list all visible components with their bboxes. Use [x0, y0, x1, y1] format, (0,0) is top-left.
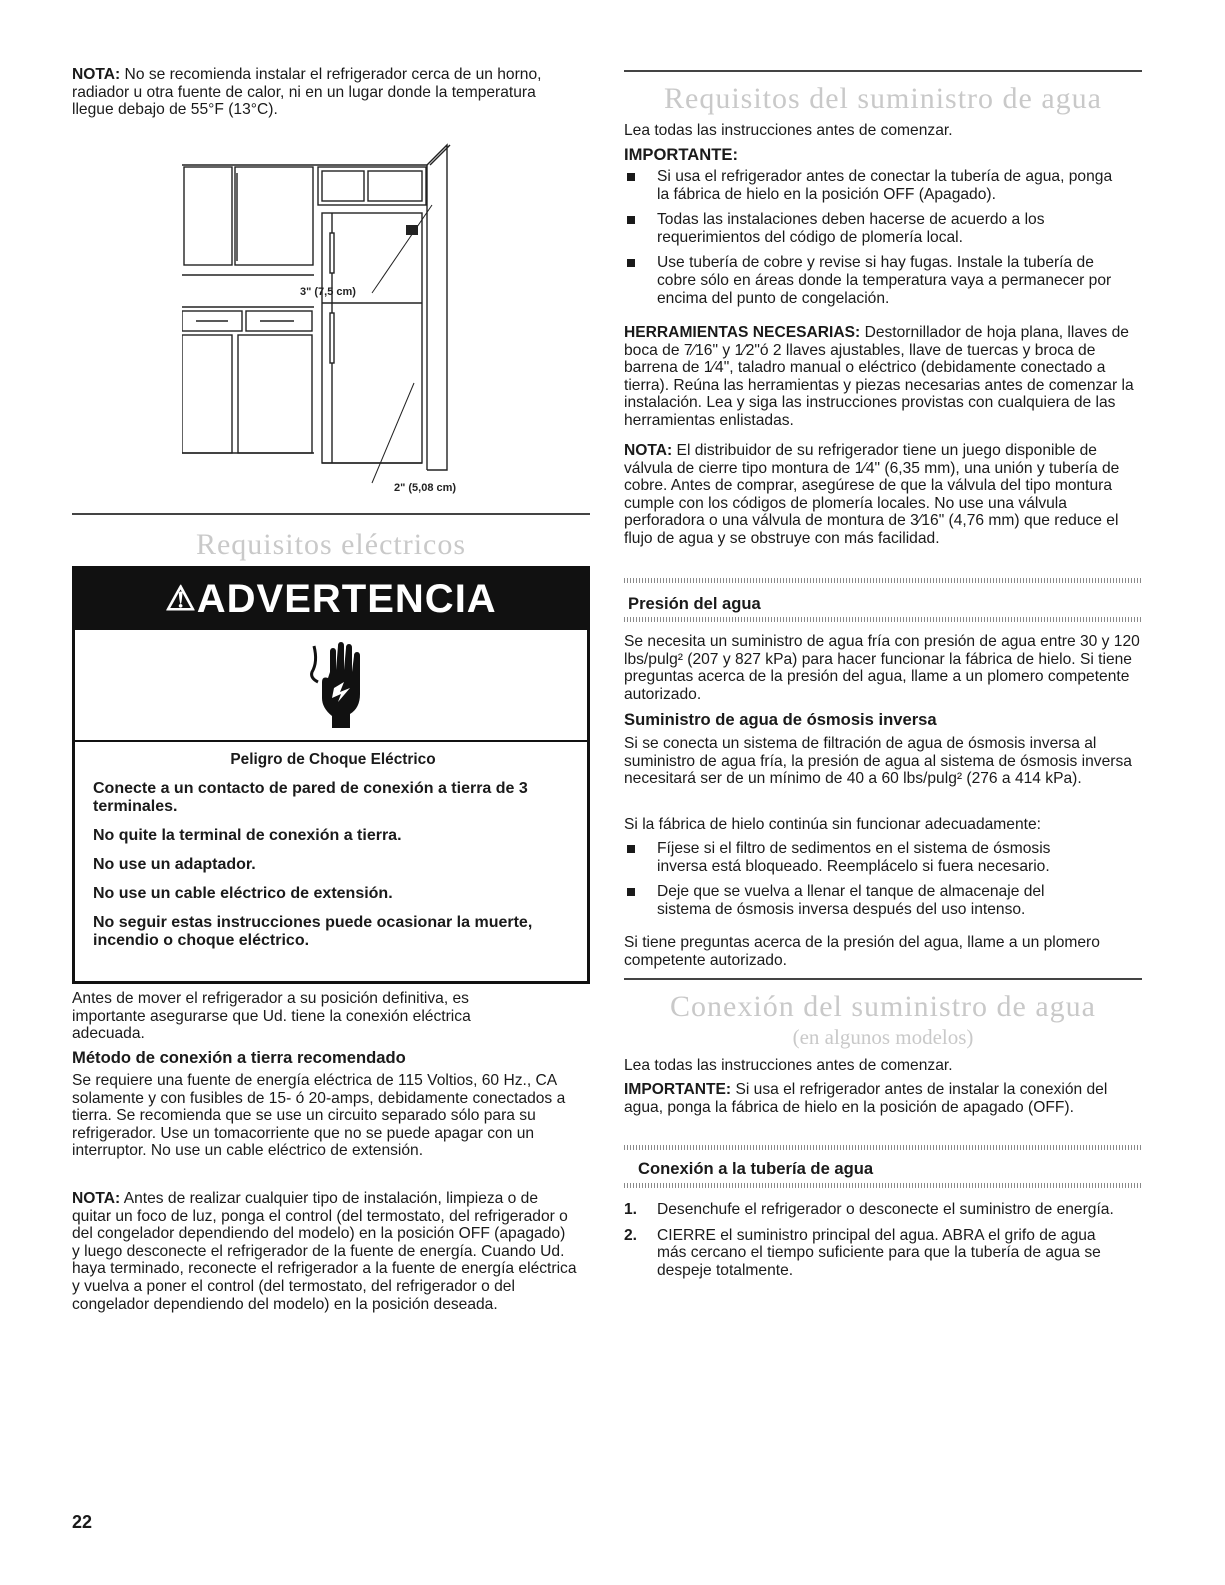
connection-heading: Conexión a la tubería de agua — [638, 1159, 874, 1178]
important2-paragraph: IMPORTANTE: Si usa el refrigerador antes de instalar la conexión del agua, ponga la fábrica de hielo en la posición de apagado (OFF). — [624, 1081, 1108, 1116]
nota2-paragraph: NOTA: Antes de realizar cualquier tipo de instalación, limpieza o de quitar un foco de luz, ponga el control (del termostato, del refrigerador o del congelador dependiendo del modelo) en la posición OFF (apagado) y luego desconecte el refrigerador de la fuente de energía. Cuando Ud. haya terminado, reconecte el refrigerador a la fuente de energía eléctrica y vuelva a poner el control (del termostato, del refrigerador o del congelador dependiendo del modelo) en la posición deseada. — [72, 1190, 577, 1313]
electric-shock-hand-icon — [308, 642, 368, 730]
page-number: 22 — [72, 1512, 93, 1532]
bullet-item: Todas las instalaciones deben hacerse de acuerdo a los requerimientos del código de plomería local. — [624, 211, 1119, 246]
pressure-heading: Presión del agua — [628, 594, 761, 613]
warning-icon-row — [75, 630, 587, 742]
bullet-item: Deje que se vuelva a llenar el tanque de almacenaje del sistema de ósmosis inversa después del uso intenso. — [624, 883, 1099, 918]
ro-bullets — [624, 840, 1099, 918]
warning-line: No use un cable eléctrico de extensión. — [93, 885, 393, 902]
warning-line: Conecte a un contacto de pared de conexión a tierra de 3 terminales. — [93, 780, 528, 815]
method-heading: Método de conexión a tierra recomendado — [72, 1048, 406, 1067]
section-rule — [624, 978, 1142, 980]
warning-text — [93, 751, 573, 950]
subsection-rule — [624, 1145, 1142, 1150]
warning-line: No use un adaptador. — [93, 856, 256, 873]
tools-paragraph: HERRAMIENTAS NECESARIAS: Destornillador de hoja plana, llaves de boca de 7⁄16" y 1⁄2"ó 2 llaves ajustables, llave de tuercas y broca de barrena de 1⁄4", taladro manual o eléctrico (debidamente conectado a tierra). Reúna las herramientas y piezas necesarias antes de comenzar la instalación. Lea y siga las instrucciones provistas con cualquiera de las herramientas enlistadas. — [624, 324, 1134, 429]
read-all-text: Lea todas las instrucciones antes de comenzar. — [624, 122, 953, 139]
refrigerator-clearance-diagram — [182, 143, 472, 498]
nota-paragraph: NOTA: No se recomienda instalar el refrigerador cerca de un horno, radiador u otra fuente de calor, ni en un lugar donde la temperatura llegue debajo de 55°F (13°C). — [72, 66, 542, 119]
section-rule — [624, 70, 1142, 72]
warning-header: ⚠ADVERTENCIA — [75, 569, 587, 630]
important-bullets — [624, 168, 1119, 307]
step-item: 1. Desenchufe el refrigerador o desconecte el suministro de energía. — [624, 1201, 1114, 1218]
bullet-item: Use tubería de cobre y revise si hay fugas. Instale la tubería de cobre sólo en áreas donde la temperatura vaya a permanecer por encima del punto de congelación. — [624, 254, 1119, 307]
section-rule — [72, 513, 590, 515]
warning-line: No seguir estas instrucciones puede ocasionar la muerte, incendio o choque eléctrico. — [93, 914, 533, 949]
warning-triangle-icon: ⚠ — [165, 580, 197, 618]
nota-distributor-paragraph: NOTA: El distribuidor de su refrigerador tiene un juego disponible de válvula de cierre tipo montura de 1⁄4" (6,35 mm), una unión y tubería de cobre. Antes de comprar, asegúrese de que la válvula del tipo montura cumple con los códigos de plomería locales. No use una válvula perforadora o una válvula de montura de 3⁄16" (4,76 mm) que reduce el flujo de agua y se obstruye con más facilidad. — [624, 442, 1120, 547]
subsection-rule — [624, 617, 1142, 622]
subsection-rule — [624, 578, 1142, 583]
read-all-text: Lea todas las instrucciones antes de comenzar. — [624, 1057, 953, 1074]
step-item: 2. CIERRE el suministro principal del agua. ABRA el grifo de agua más cercano el tiempo suficiente para que la tubería de agua se despeje totalmente. — [624, 1226, 1101, 1279]
pressure-paragraph: Se necesita un suministro de agua fría con presión de agua entre 30 y 120 lbs/pulg² (207 y 827 kPa) para hacer funcionar la fábrica de hielo. Si tiene preguntas acerca de la presión del agua, llame a un plomero competente autorizado. — [624, 633, 1140, 703]
section-subtitle: (en algunos modelos) — [792, 1025, 974, 1049]
ro-heading: Suministro de agua de ósmosis inversa — [624, 710, 937, 729]
ro-paragraph: Si se conecta un sistema de filtración de agua de ósmosis inversa al suministro de agua fría, la presión de agua al sistema de ósmosis inversa necesitará ser de un mínimo de 40 a 60 lbs/pulg² (276 a 414 kPa). — [624, 735, 1132, 788]
clearance-bottom-label: 2" (5,08 cm) — [394, 482, 457, 494]
method-paragraph: Se requiere una fuente de energía eléctrica de 115 Voltios, 60 Hz., CA solamente y con fusibles de 15- ó 20-amps, debidamente conectados a tierra. Se recomienda que se use un circuito separado sólo para su refrigerador. Use un tomacorriente que no se puede apagar con un interruptor. No use un cable eléctrico de extensión. — [72, 1072, 566, 1160]
warning-line: No quite la terminal de conexión a tierra. — [93, 827, 402, 844]
subsection-rule — [624, 1183, 1142, 1188]
important-heading: IMPORTANTE: — [624, 145, 738, 164]
ro-closing: Si tiene preguntas acerca de la presión del agua, llame a un plomero competente autorizado. — [624, 934, 1100, 969]
section-title: Conexión del suministro de agua — [670, 990, 1096, 1023]
warning-title: Peligro de Choque Eléctrico — [230, 751, 436, 768]
clearance-top-label: 3" (7,5 cm) — [300, 286, 356, 298]
section-title: Requisitos del suministro de agua — [664, 82, 1102, 115]
bullet-item: Fíjese si el filtro de sedimentos en el sistema de ósmosis inversa está bloqueado. Reemplácelo si fuera necesario. — [624, 840, 1099, 875]
steps-list — [624, 1201, 1114, 1279]
section-title: Requisitos eléctricos — [195, 528, 467, 561]
before-moving-paragraph: Antes de mover el refrigerador a su posición definitiva, es importante asegurarse que Ud. tiene la conexión eléctrica adecuada. — [72, 990, 471, 1043]
warning-box — [72, 566, 590, 984]
bullet-item: Si usa el refrigerador antes de conectar la tubería de agua, ponga la fábrica de hielo en la posición OFF (Apagado). — [624, 168, 1119, 203]
ro-if-text: Si la fábrica de hielo continúa sin funcionar adecuadamente: — [624, 816, 1041, 833]
